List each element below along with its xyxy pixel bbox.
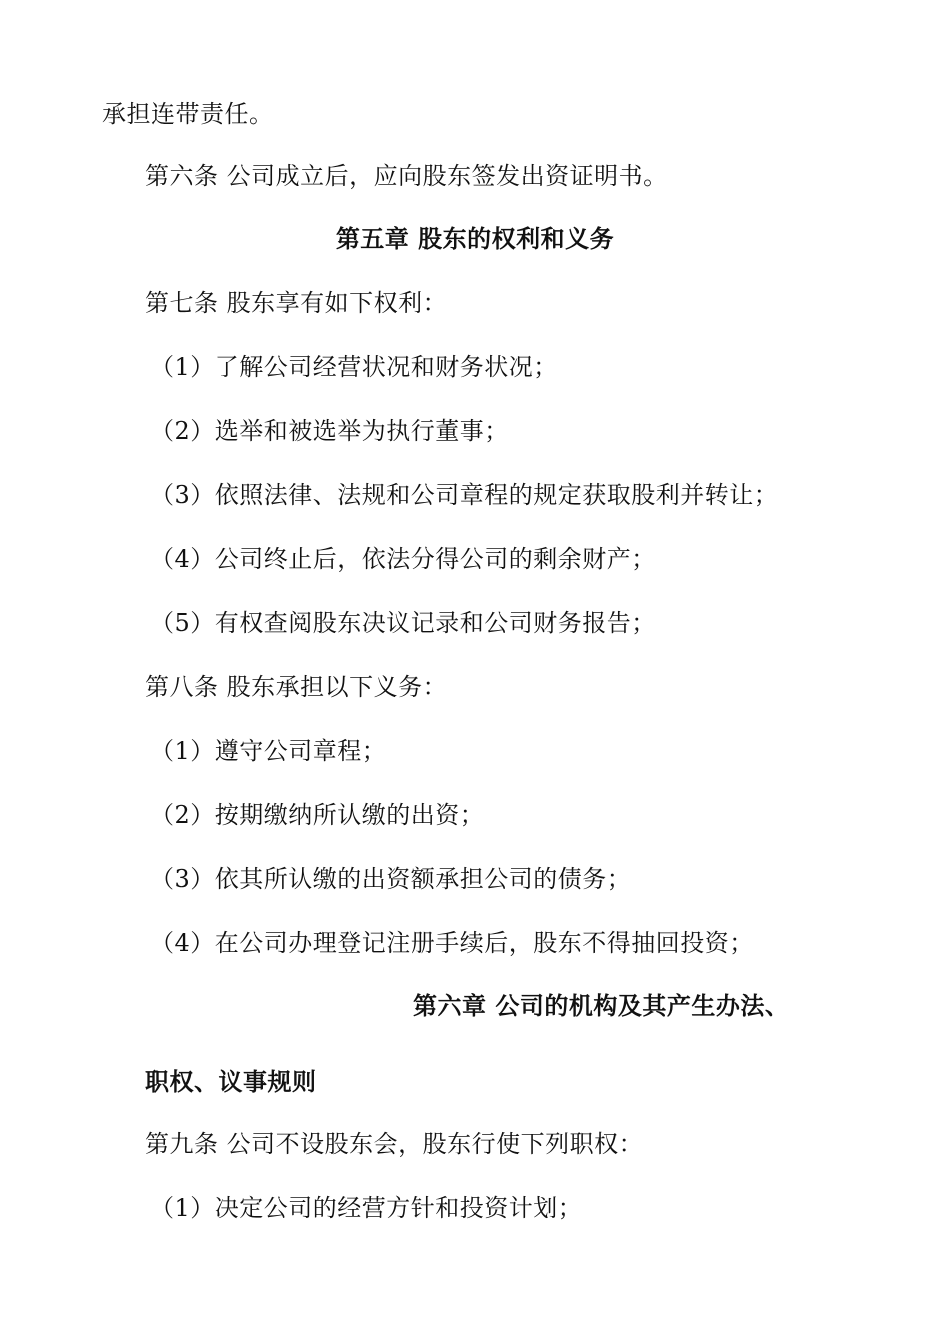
paragraph-continuation: 承担连带责任。 [102, 100, 274, 128]
article-7-item-1: （1）了解公司经营状况和财务状况； [150, 353, 558, 381]
article-7-item-2: （2）选举和被选举为执行董事； [150, 417, 509, 445]
article-9: 第九条 公司不设股东会，股东行使下列职权： [145, 1130, 644, 1158]
chapter-6-heading-line-1: 第六章 公司的机构及其产生办法、 [413, 991, 790, 1020]
chapter-5-heading: 第五章 股东的权利和义务 [335, 224, 615, 253]
article-8-item-2: （2）按期缴纳所认缴的出资； [150, 801, 485, 829]
article-7: 第七条 股东享有如下权利： [145, 289, 448, 317]
article-8-item-1: （1）遵守公司章程； [150, 737, 387, 765]
article-8-item-4: （4）在公司办理登记注册手续后，股东不得抽回投资； [150, 929, 754, 957]
chapter-6-heading-line-2: 职权、议事规则 [145, 1067, 317, 1096]
article-8-item-3: （3）依其所认缴的出资额承担公司的债务； [150, 865, 632, 893]
article-9-item-1: （1）决定公司的经营方针和投资计划； [150, 1194, 583, 1222]
article-7-item-5: （5）有权查阅股东决议记录和公司财务报告； [150, 609, 656, 637]
article-6: 第六条 公司成立后，应向股东签发出资证明书。 [145, 162, 668, 190]
article-7-item-4: （4）公司终止后，依法分得公司的剩余财产； [150, 545, 656, 573]
article-7-item-3: （3）依照法律、法规和公司章程的规定获取股利并转让； [150, 481, 779, 509]
article-8: 第八条 股东承担以下义务： [145, 673, 448, 701]
